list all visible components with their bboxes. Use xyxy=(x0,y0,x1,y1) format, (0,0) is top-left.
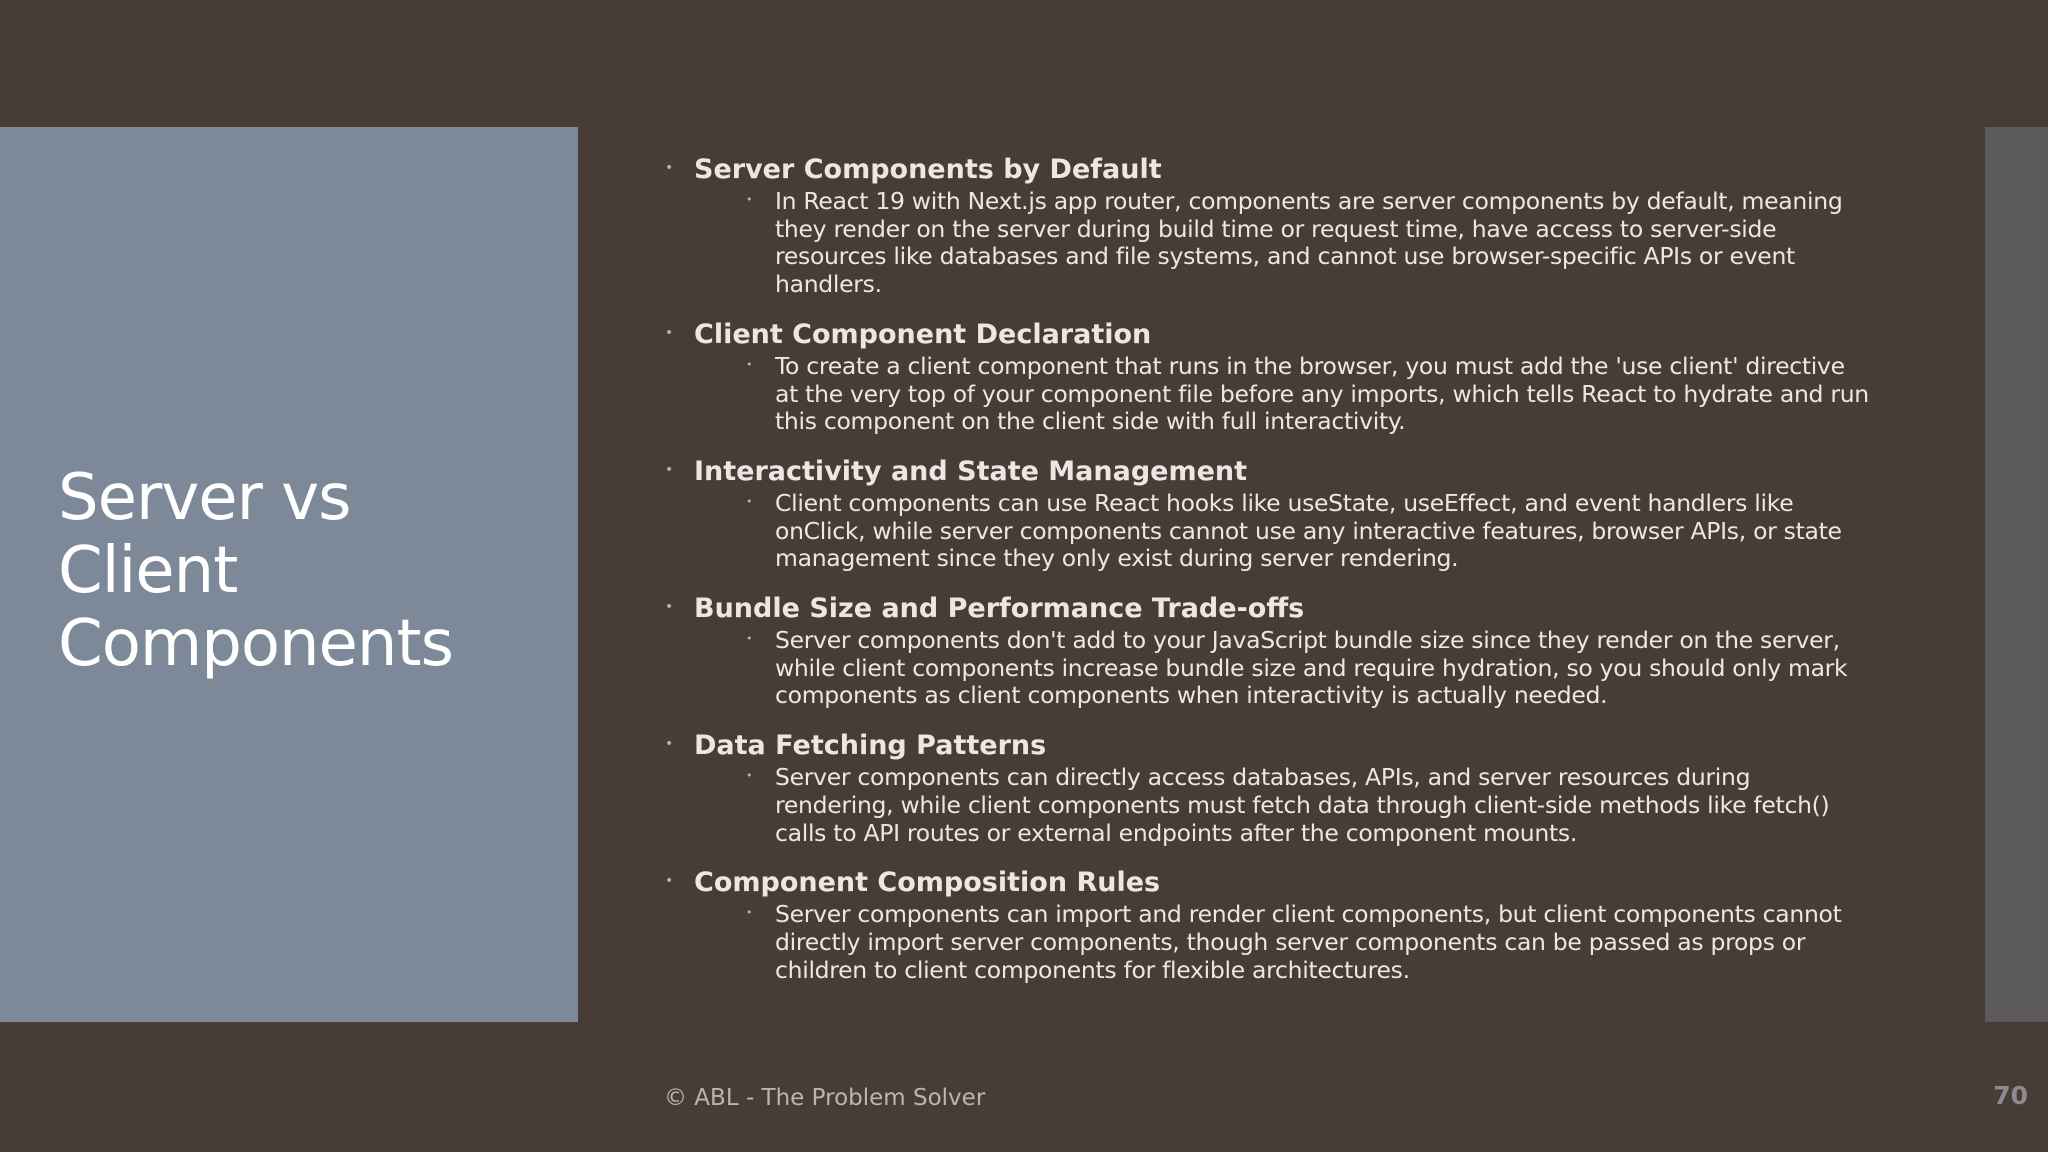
page-number: 70 xyxy=(1993,1081,2028,1110)
sub-bullet-icon: • xyxy=(746,769,753,783)
section-detail-list xyxy=(694,490,1870,573)
sub-bullet-icon: • xyxy=(746,906,753,920)
section-detail-text: Server components don't add to your JavaScript bundle size since they render on the server, while client components increase bundle size and require hydration, so you should only mark components as client components when interactivity is actually needed. xyxy=(775,626,1848,710)
section-detail-list xyxy=(694,353,1870,436)
section-heading: Bundle Size and Performance Trade-offs xyxy=(694,593,1305,625)
section-detail-text: Server components can import and render client components, but client components cannot directly import server components, though server components can be passed as props or children to client components for flexible architectures. xyxy=(775,900,1842,984)
section-interactivity-and-state-management xyxy=(660,454,1870,573)
section-detail-text: In React 19 with Next.js app router, components are server components by default, meaning they render on the server during build time or request time, have access to server-side resources like databases and file systems, and cannot use browser-specific APIs or event handlers. xyxy=(775,187,1843,299)
section-detail-item xyxy=(746,351,1870,436)
section-detail-item xyxy=(746,900,1870,984)
section-detail-list xyxy=(694,764,1870,847)
section-heading: Data Fetching Patterns xyxy=(694,730,1047,762)
slide-title-line-2: Client xyxy=(58,534,238,608)
section-heading: Client Component Declaration xyxy=(694,318,1152,350)
right-accent-strip xyxy=(1985,127,2048,1022)
section-heading: Server Components by Default xyxy=(694,154,1162,185)
section-detail-list xyxy=(694,627,1870,710)
section-detail-item xyxy=(746,187,1870,299)
bullet-icon: • xyxy=(665,461,674,478)
section-detail-text: Client components can use React hooks like useState, useEffect, and event handlers like onClick, while server components cannot use any interactive features, browser APIs, or state management since they only exist during server rendering. xyxy=(775,488,1842,573)
section-heading: Interactivity and State Management xyxy=(694,455,1248,487)
bullet-icon: • xyxy=(665,599,674,616)
footer-copyright: © ABL - The Problem Solver xyxy=(664,1085,986,1111)
section-heading: Component Composition Rules xyxy=(694,867,1161,899)
bullet-icon: • xyxy=(665,873,674,890)
section-detail-item xyxy=(746,626,1870,710)
section-component-composition-rules xyxy=(660,865,1870,984)
bullet-icon: • xyxy=(665,736,674,753)
section-detail-list xyxy=(694,901,1870,984)
section-client-component-declaration xyxy=(660,317,1870,436)
sub-bullet-icon: • xyxy=(746,494,753,508)
section-detail-list xyxy=(694,188,1870,299)
section-detail-item xyxy=(746,488,1870,573)
section-bundle-size-and-performance xyxy=(660,591,1870,710)
slide-title-line-1: Server vs xyxy=(58,461,351,535)
section-data-fetching-patterns xyxy=(660,728,1870,847)
slide-title-line-3: Components xyxy=(58,607,453,681)
sub-bullet-icon: • xyxy=(746,193,753,206)
content-list xyxy=(660,152,1870,1002)
section-detail-text: To create a client component that runs in the browser, you must add the 'use client' directive at the very top of your component file before any imports, which tells React to hydrate and run this component on the client side with full interactivity. xyxy=(775,351,1869,436)
sub-bullet-icon: • xyxy=(746,357,753,371)
sub-bullet-icon: • xyxy=(746,632,753,646)
slide-title xyxy=(58,462,558,681)
section-server-components-by-default xyxy=(660,152,1870,299)
bullet-icon: • xyxy=(665,160,674,176)
section-detail-item xyxy=(746,763,1870,847)
bullet-icon: • xyxy=(665,324,674,341)
section-detail-text: Server components can directly access databases, APIs, and server resources during rendering, while client components must fetch data through client-side methods like fetch() calls to API routes or external endpoints after the component mounts. xyxy=(775,763,1830,847)
